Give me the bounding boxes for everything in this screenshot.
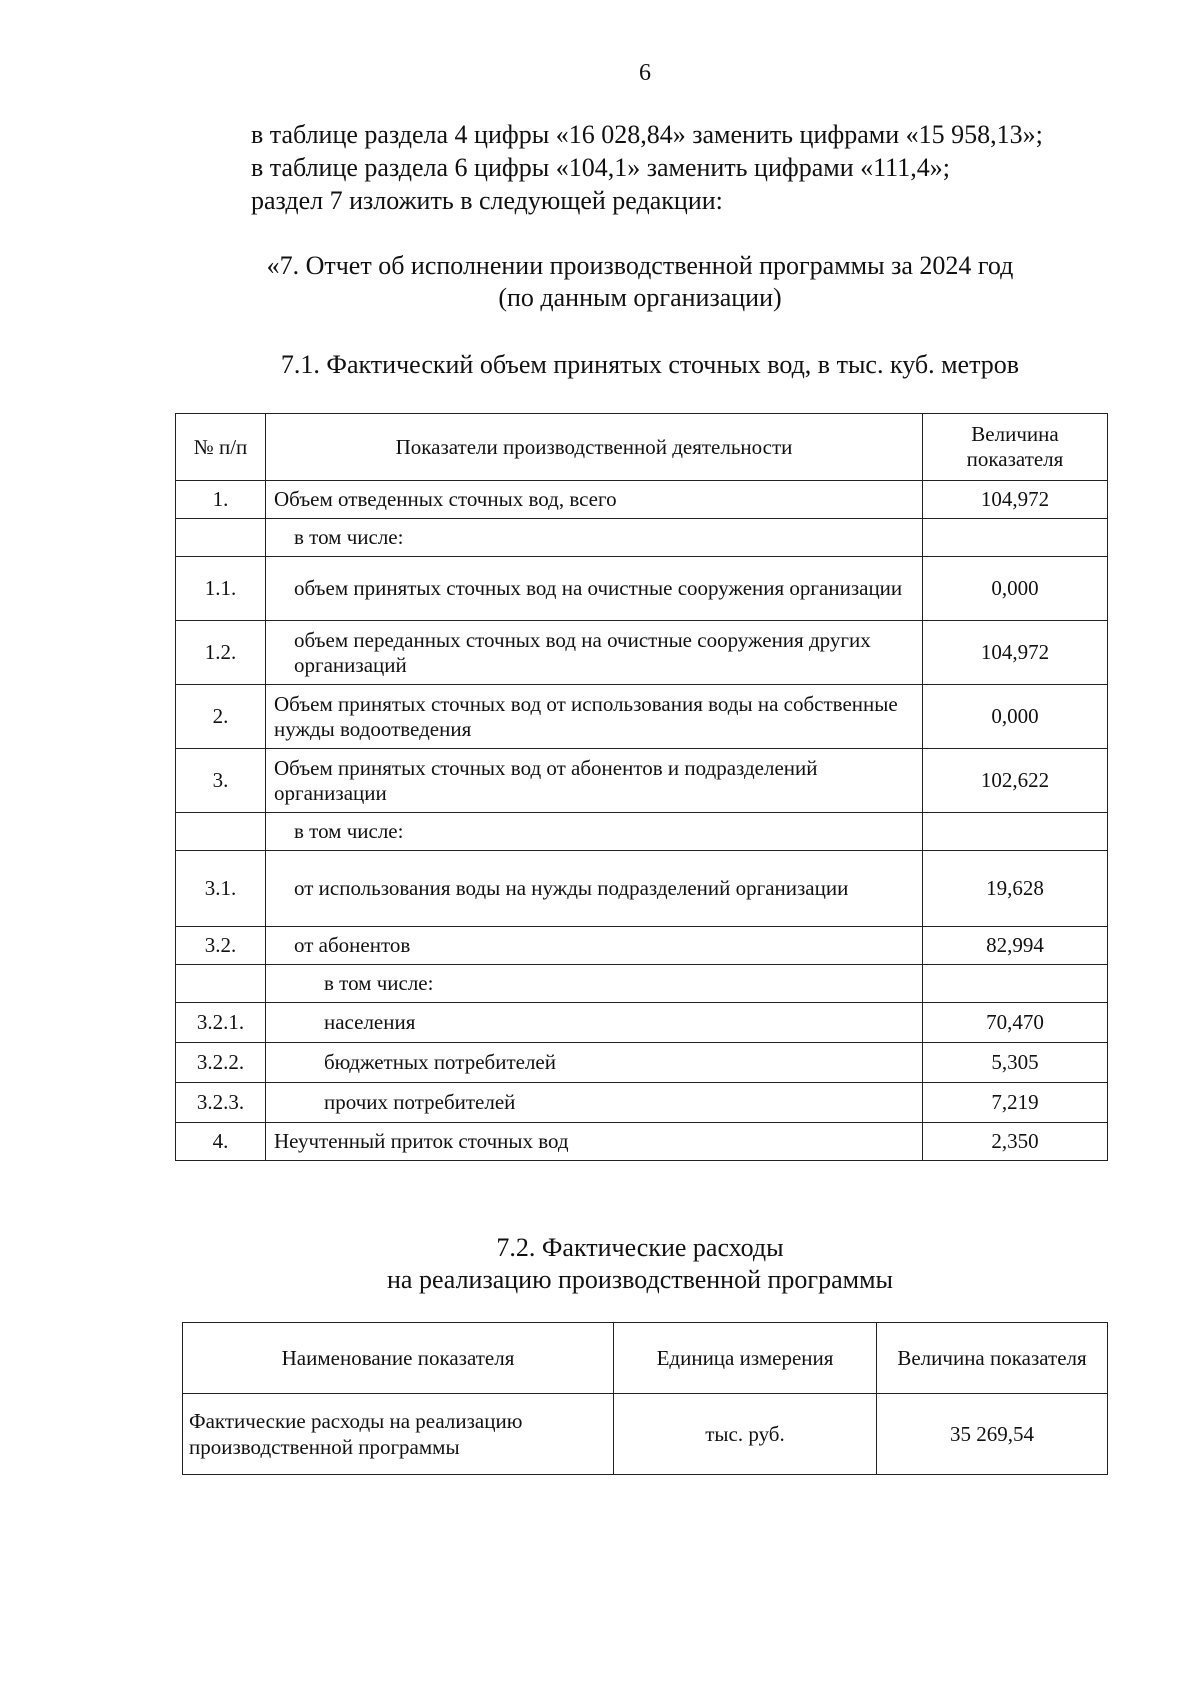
- row-value: 5,305: [923, 1043, 1108, 1083]
- row-number: 4.: [176, 1123, 266, 1161]
- expense-unit: тыс. руб.: [614, 1394, 877, 1475]
- row-label: Объем отведенных сточных вод, всего: [266, 481, 923, 519]
- table-row: [176, 481, 1108, 519]
- table-row: [176, 1003, 1108, 1043]
- row-number: 3.1.: [176, 851, 266, 927]
- row-label: Объем принятых сточных вод от использования воды на собственные нужды водоотведения: [266, 685, 923, 749]
- amendment-text: [251, 118, 1131, 217]
- table2-title-line: 7.2. Фактические расходы: [496, 1233, 784, 1262]
- row-label: от абонентов: [266, 927, 923, 965]
- row-value: 70,470: [923, 1003, 1108, 1043]
- table-row: [176, 519, 1108, 557]
- table-body: [176, 481, 1108, 1161]
- table2-title-line: на реализацию производственной программы: [386, 1265, 893, 1294]
- table1-title: 7.1. Фактический объем принятых сточных вод, в тыс. куб. метров: [280, 350, 1020, 379]
- row-number: 1.: [176, 481, 266, 519]
- header-unit: Единица измерения: [614, 1323, 877, 1394]
- expense-name: Фактические расходы на реализацию производственной программы: [183, 1394, 614, 1475]
- table-header-row: [176, 414, 1108, 481]
- table-row: [176, 685, 1108, 749]
- row-label: в том числе:: [266, 965, 923, 1003]
- row-value: 0,000: [923, 685, 1108, 749]
- row-number: [176, 965, 266, 1003]
- amendment-line: в таблице раздела 6 цифры «104,1» заменить цифрами «111,4»;: [251, 153, 950, 182]
- table-row: [176, 813, 1108, 851]
- header-number: № п/п: [176, 414, 266, 481]
- table-row: [176, 621, 1108, 685]
- row-label: Неучтенный приток сточных вод: [266, 1123, 923, 1161]
- amendment-line: в таблице раздела 4 цифры «16 028,84» заменить цифрами «15 958,13»;: [251, 120, 1043, 149]
- row-value: 104,972: [923, 481, 1108, 519]
- row-label: Объем принятых сточных вод от абонентов и подразделений организации: [266, 749, 923, 813]
- table-row: [176, 749, 1108, 813]
- row-number: 2.: [176, 685, 266, 749]
- table-row: [176, 965, 1108, 1003]
- row-value: 7,219: [923, 1083, 1108, 1123]
- row-value: 104,972: [923, 621, 1108, 685]
- row-value: [923, 519, 1108, 557]
- row-number: [176, 519, 266, 557]
- section-title: [230, 250, 1050, 314]
- wastewater-volume-table: [175, 413, 1108, 1161]
- row-label: объем принятых сточных вод на очистные сооружения организации: [266, 557, 923, 621]
- table-row: [176, 1083, 1108, 1123]
- row-number: 3.2.2.: [176, 1043, 266, 1083]
- row-label: от использования воды на нужды подразделений организации: [266, 851, 923, 927]
- row-number: 3.2.3.: [176, 1083, 266, 1123]
- row-number: 3.2.: [176, 927, 266, 965]
- header-value: Величина показателя: [877, 1323, 1108, 1394]
- row-value: [923, 965, 1108, 1003]
- row-value: 19,628: [923, 851, 1108, 927]
- row-value: [923, 813, 1108, 851]
- table-row: [176, 851, 1108, 927]
- row-label: населения: [266, 1003, 923, 1043]
- section-title-line: «7. Отчет об исполнении производственной программы за 2024 год: [266, 251, 1014, 280]
- row-value: 102,622: [923, 749, 1108, 813]
- table-row: [183, 1394, 1108, 1475]
- row-label: прочих потребителей: [266, 1083, 923, 1123]
- section-title-line: (по данным организации): [498, 283, 782, 312]
- table2-title: [340, 1232, 940, 1296]
- expenses-table: [182, 1322, 1108, 1475]
- row-value: 0,000: [923, 557, 1108, 621]
- table-header-row: [183, 1323, 1108, 1394]
- row-label: в том числе:: [266, 519, 923, 557]
- row-number: 1.2.: [176, 621, 266, 685]
- table-row: [176, 1123, 1108, 1161]
- header-name: Наименование показателя: [183, 1323, 614, 1394]
- row-label: объем переданных сточных вод на очистные сооружения других организаций: [266, 621, 923, 685]
- table-row: [176, 557, 1108, 621]
- row-number: 3.2.1.: [176, 1003, 266, 1043]
- row-value: 82,994: [923, 927, 1108, 965]
- row-number: 1.1.: [176, 557, 266, 621]
- page-number: 6: [639, 60, 651, 86]
- row-number: [176, 813, 266, 851]
- row-label: в том числе:: [266, 813, 923, 851]
- row-label: бюджетных потребителей: [266, 1043, 923, 1083]
- expense-value: 35 269,54: [877, 1394, 1108, 1475]
- row-number: 3.: [176, 749, 266, 813]
- header-indicator: Показатели производственной деятельности: [266, 414, 923, 481]
- table-row: [176, 927, 1108, 965]
- row-value: 2,350: [923, 1123, 1108, 1161]
- table-row: [176, 1043, 1108, 1083]
- header-value: Величина показателя: [923, 414, 1108, 481]
- amendment-line: раздел 7 изложить в следующей редакции:: [251, 186, 723, 215]
